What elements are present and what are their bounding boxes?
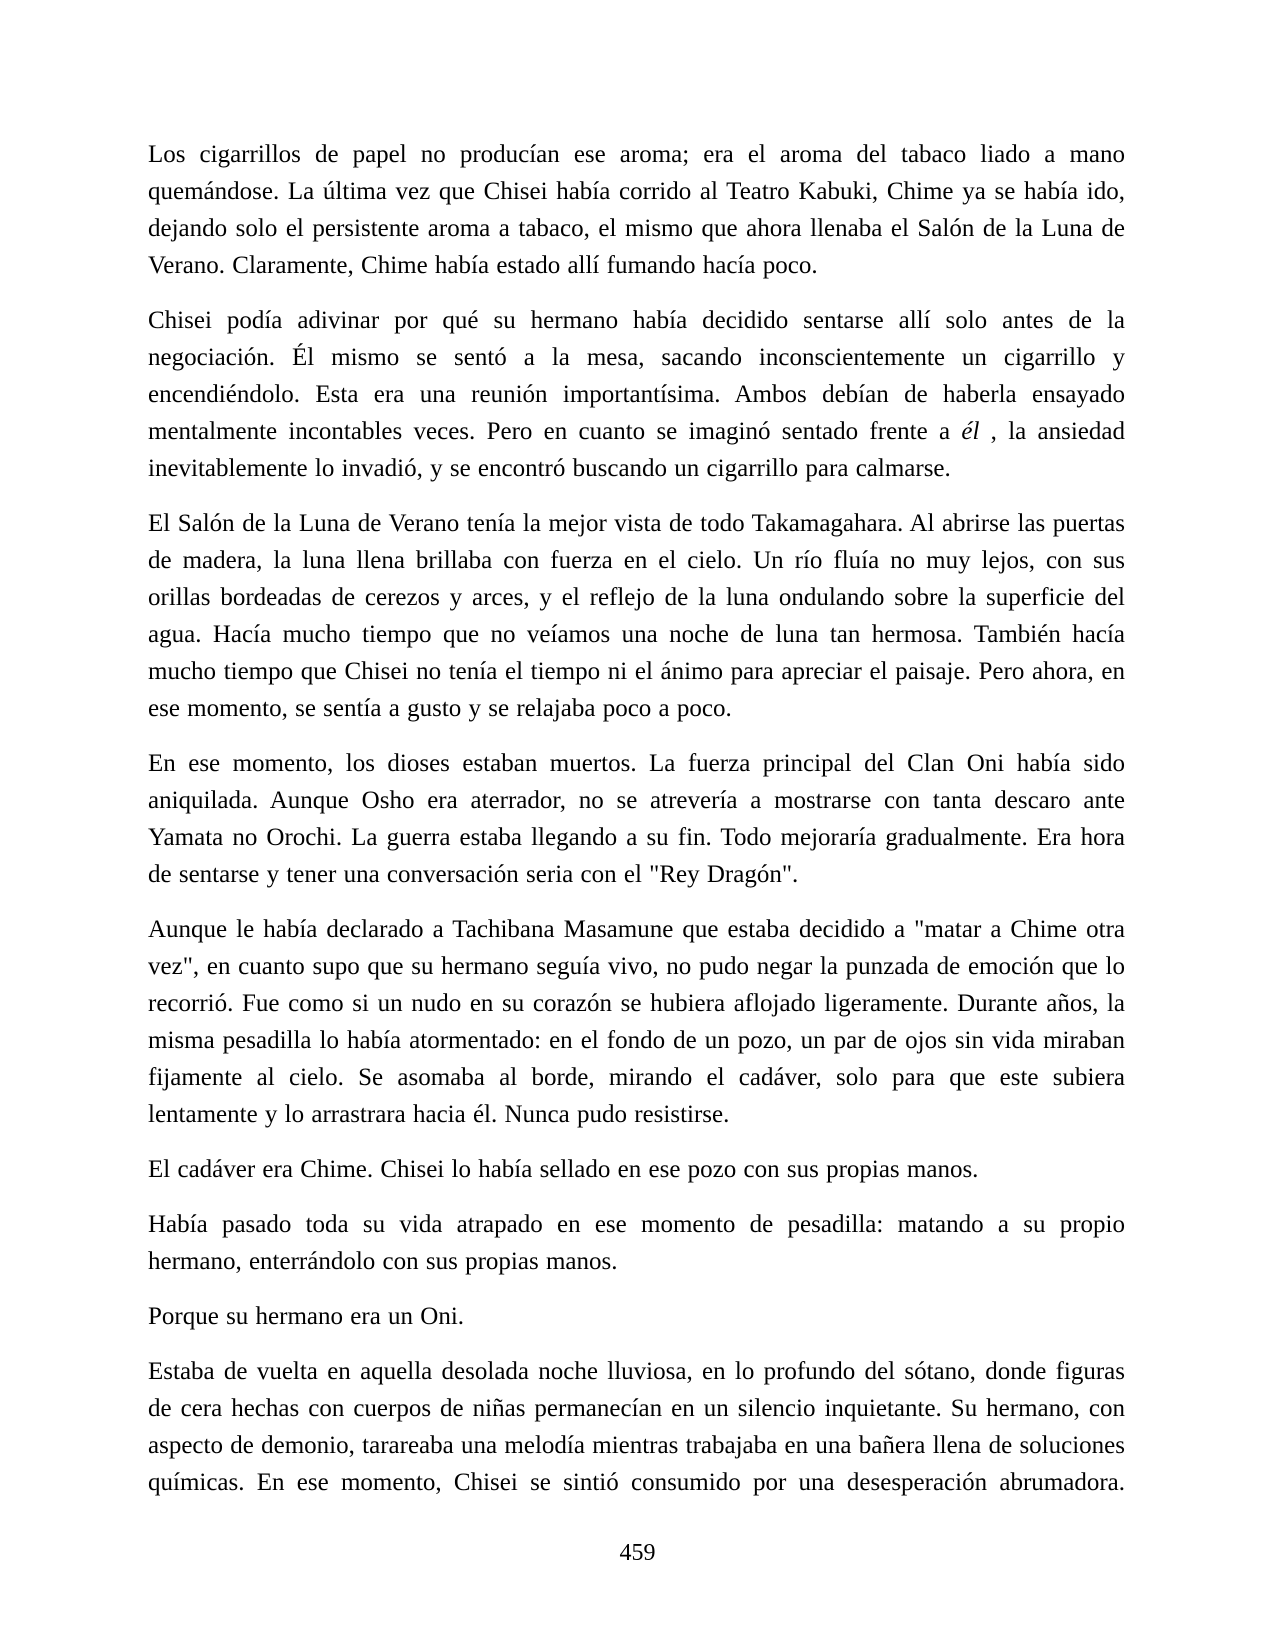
italic-text-run: él — [961, 418, 980, 445]
text-run: El cadáver era Chime. Chisei lo había sellado en ese pozo con sus propias manos. — [148, 1156, 979, 1183]
text-run: Aunque le había declarado a Tachibana Masamune que estaba decidido a "matar a Chime otra vez", en cuanto supo que su hermano seguía vivo, no pudo negar la punzada de emoción que lo recorrió. Fue como si un nudo en su corazón se hubiera aflojado ligeramente. Durante años, la misma pesadilla lo había atormentado: en el fondo de un pozo, un par de ojos sin vida miraban fijamente al cielo. Se asomaba al borde, mirando el cadáver, solo para que este subiera lentamente y lo arrastrara hacia él. Nunca pudo resistirse. — [148, 916, 1125, 1128]
paragraph — [148, 136, 1125, 284]
text-run: Chisei podía adivinar por qué su hermano había decidido sentarse allí solo antes de la negociación. Él mismo se sentó a la mesa, sacando inconscientemente un cigarrillo y encendiéndolo. Esta era una reunión importantísima. Ambos debían de haberla ensayado mentalmente incontables veces. Pero en cuanto se imaginó sentado frente a — [148, 307, 1125, 445]
page-footer — [0, 1538, 1275, 1568]
text-run: , la ansiedad inevitablemente lo invadió, y se encontró buscando un cigarrillo para calmarse. — [148, 418, 1125, 482]
text-run: En ese momento, los dioses estaban muertos. La fuerza principal del Clan Oni había sido aniquilada. Aunque Osho era aterrador, no se atrevería a mostrarse con tanta descaro ante Yamata no Orochi. La guerra estaba llegando a su fin. Todo mejoraría gradualmente. Era hora de sentarse y tener una conversación seria con el "Rey Dragón". — [148, 750, 1125, 888]
text-run: Estaba de vuelta en aquella desolada noche lluviosa, en lo profundo del sótano, donde figuras de cera hechas con cuerpos de niñas permanecían en un silencio inquietante. Su hermano, con aspecto de demonio, tarareaba una melodía mientras trabajaba en una bañera llena de soluciones químicas. En ese momento, Chisei se sintió consumido por una desesperación abrumadora. — [148, 1358, 1125, 1496]
paragraph — [148, 1206, 1125, 1280]
text-body — [148, 136, 1125, 1519]
paragraph — [148, 302, 1125, 487]
paragraph — [148, 505, 1125, 727]
page-number: 459 — [619, 1540, 656, 1566]
paragraph — [148, 911, 1125, 1133]
paragraph — [148, 1298, 1125, 1335]
text-run: El Salón de la Luna de Verano tenía la mejor vista de todo Takamagahara. Al abrirse las puertas de madera, la luna llena brillaba con fuerza en el cielo. Un río fluía no muy lejos, con sus orillas bordeadas de cerezos y arces, y el reflejo de la luna ondulando sobre la superficie del agua. Hacía mucho tiempo que no veíamos una noche de luna tan hermosa. También hacía mucho tiempo que Chisei no tenía el tiempo ni el ánimo para apreciar el paisaje. Pero ahora, en ese momento, se sentía a gusto y se relajaba poco a poco. — [148, 510, 1125, 722]
text-run: Había pasado toda su vida atrapado en ese momento de pesadilla: matando a su propio hermano, enterrándolo con sus propias manos. — [148, 1211, 1125, 1275]
paragraph — [148, 1353, 1125, 1501]
text-run: Los cigarrillos de papel no producían ese aroma; era el aroma del tabaco liado a mano quemándose. La última vez que Chisei había corrido al Teatro Kabuki, Chime ya se había ido, dejando solo el persistente aroma a tabaco, el mismo que ahora llenaba el Salón de la Luna de Verano. Claramente, Chime había estado allí fumando hacía poco. — [148, 141, 1125, 279]
text-run: Porque su hermano era un Oni. — [148, 1303, 465, 1330]
paragraph — [148, 1151, 1125, 1188]
paragraph — [148, 745, 1125, 893]
